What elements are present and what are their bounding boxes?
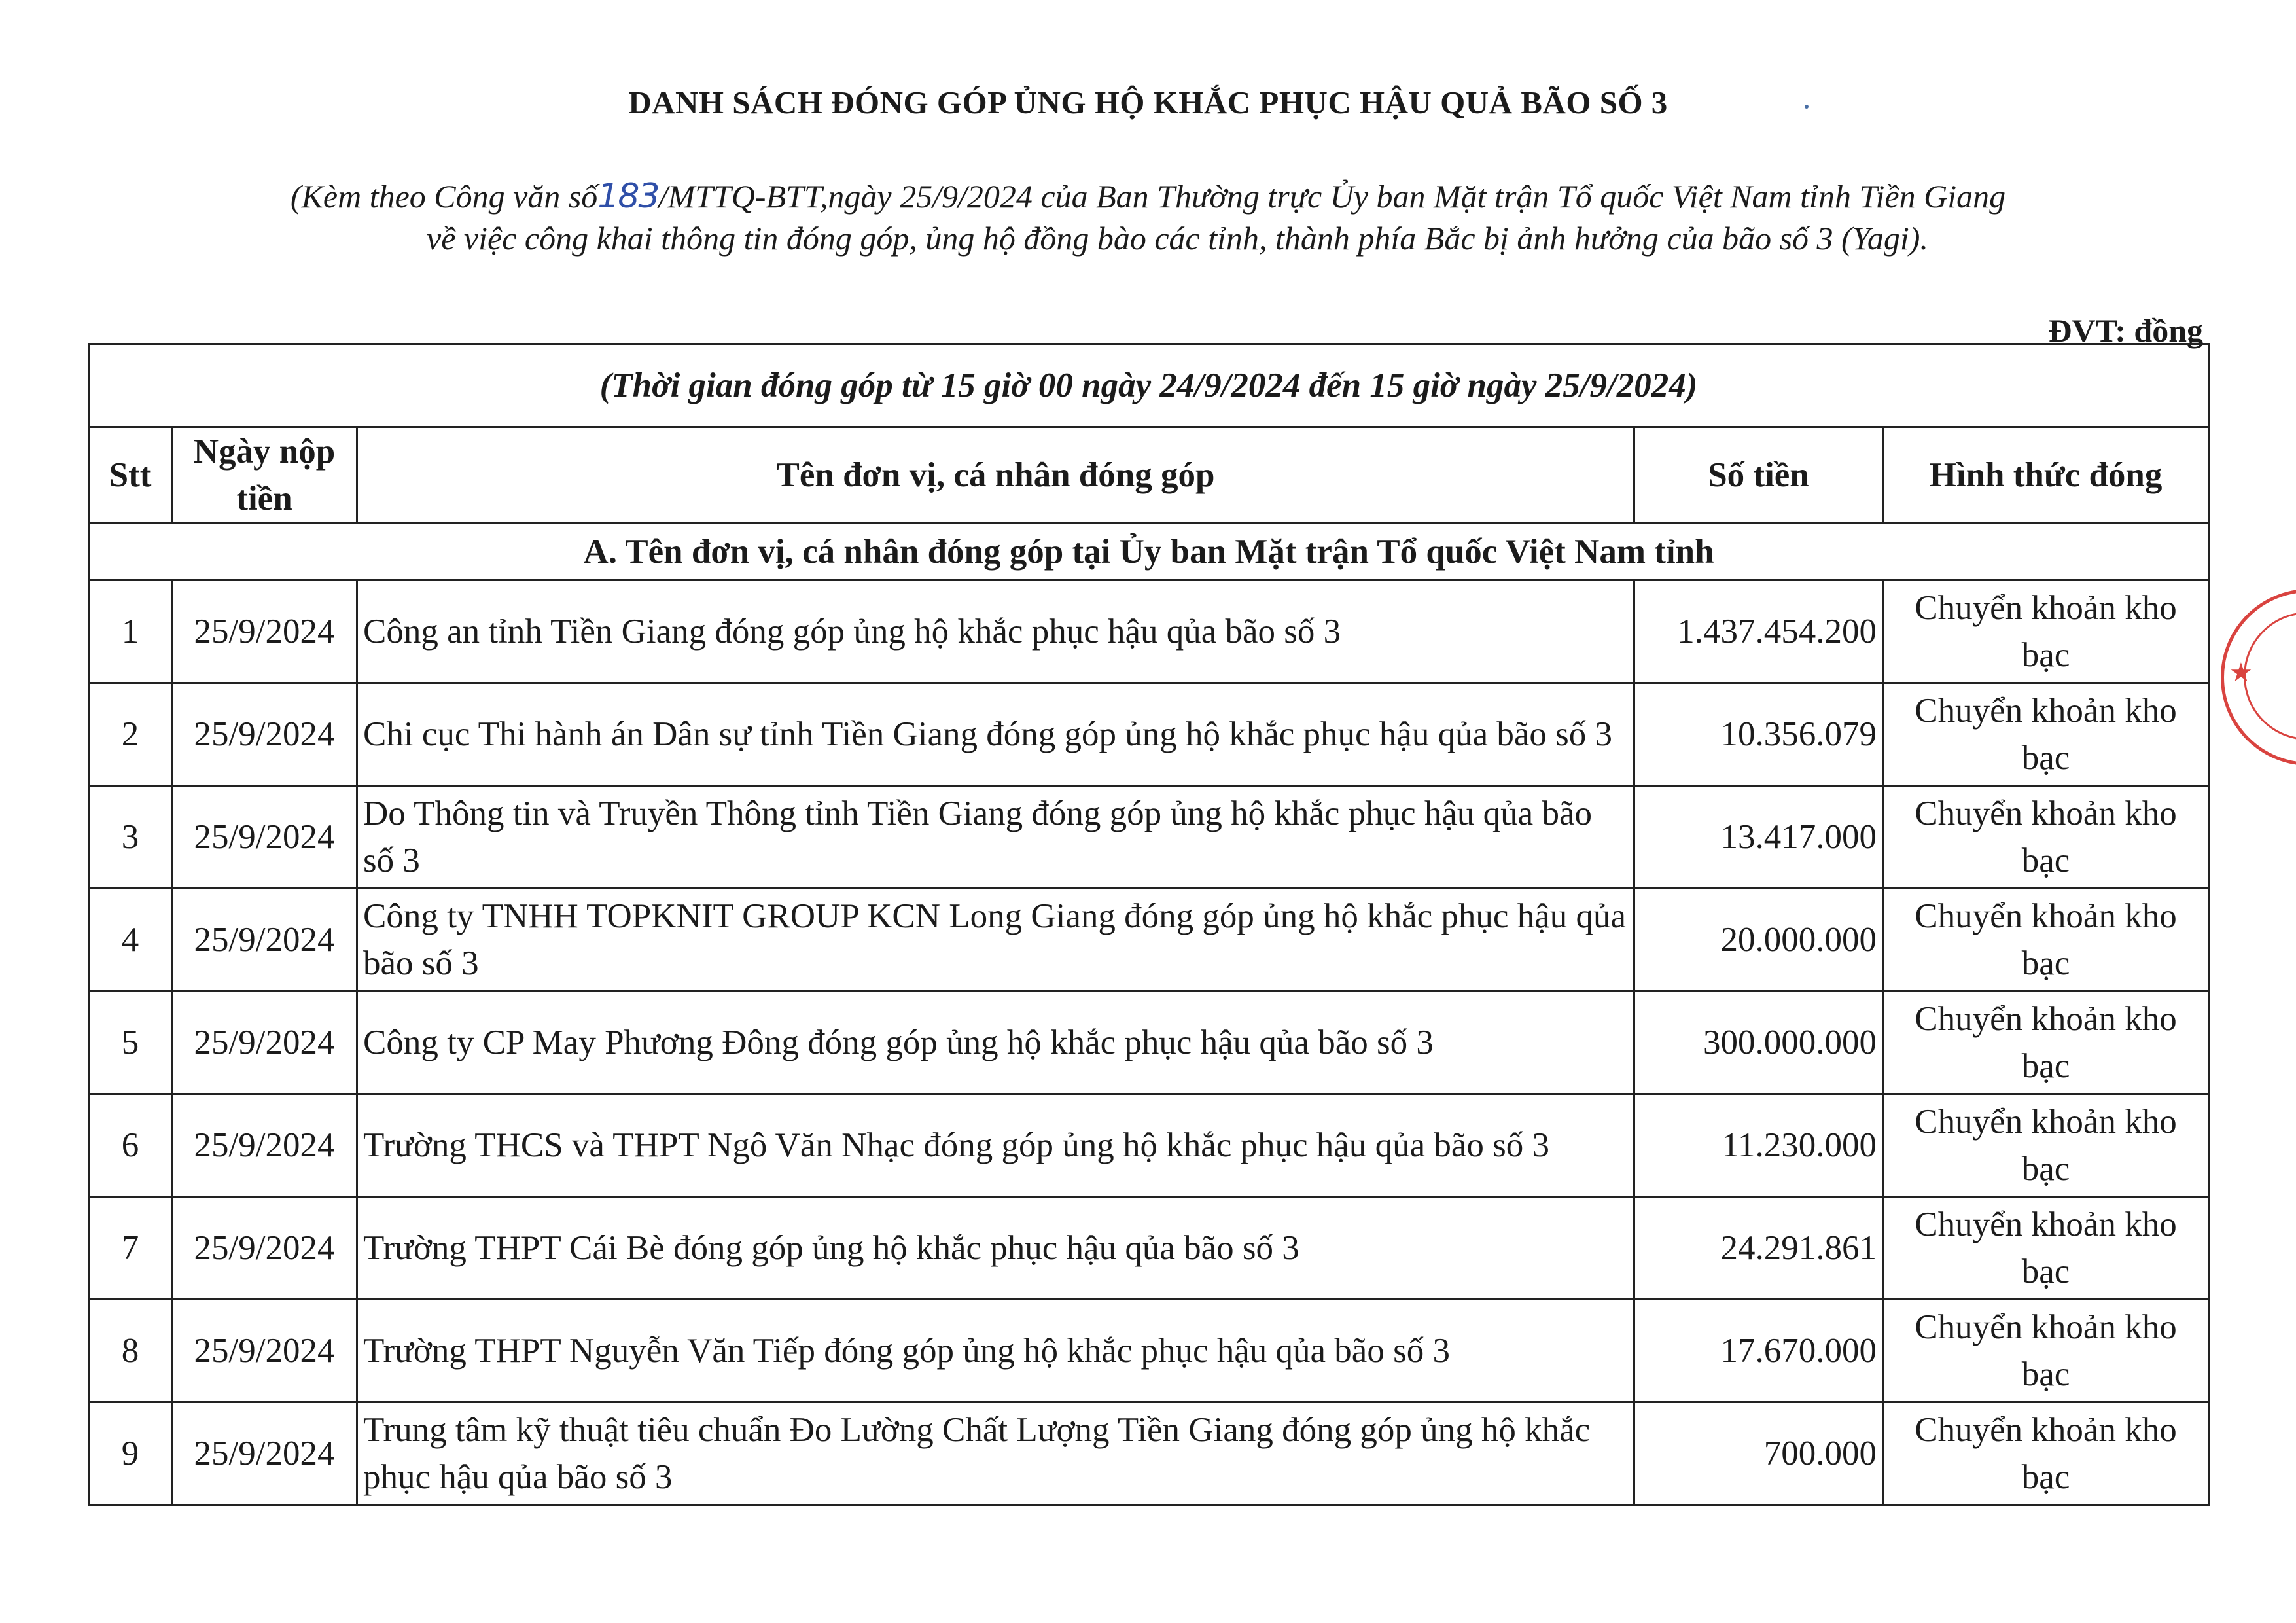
subtitle-part-1: (Kèm theo Công văn số [290, 178, 598, 215]
header-row [89, 427, 2209, 524]
table-row [89, 1197, 2209, 1300]
document-title: DANH SÁCH ĐÓNG GÓP ỦNG HỘ KHẮC PHỤC HẬU QUẢ BÃO SỐ 3 [628, 84, 1668, 120]
cell-stt: 1 [89, 580, 172, 683]
cell-name: Trường THCS và THPT Ngô Văn Nhạc đóng góp ủng hộ khắc phục hậu qủa bão số 3 [357, 1094, 1634, 1197]
cell-amount: 24.291.861 [1634, 1197, 1883, 1300]
cell-stt: 4 [89, 889, 172, 991]
cell-date: 25/9/2024 [172, 786, 357, 889]
section-a-row [89, 524, 2209, 580]
cell-name: Công ty TNHH TOPKNIT GROUP KCN Long Giang đóng góp ủng hộ khắc phục hậu qủa bão số 3 [357, 889, 1634, 991]
cell-amount: 13.417.000 [1634, 786, 1883, 889]
cell-stt: 5 [89, 991, 172, 1094]
donation-table [88, 343, 2210, 1506]
cell-form: Chuyển khoản kho bạc [1883, 889, 2209, 991]
cell-date: 25/9/2024 [172, 1402, 357, 1505]
cell-name: Công ty CP May Phương Đông đóng góp ủng hộ khắc phục hậu qủa bão số 3 [357, 991, 1634, 1094]
cell-date: 25/9/2024 [172, 991, 357, 1094]
cell-date: 25/9/2024 [172, 889, 357, 991]
header-name: Tên đơn vị, cá nhân đóng góp [357, 427, 1634, 524]
cell-stt: 6 [89, 1094, 172, 1197]
handwritten-number: 183 [597, 177, 659, 216]
period-row [89, 344, 2209, 427]
cell-amount: 20.000.000 [1634, 889, 1883, 991]
unit-label: ĐVT: đồng [2048, 312, 2203, 349]
cell-form: Chuyển khoản kho bạc [1883, 1402, 2209, 1505]
cell-stt: 7 [89, 1197, 172, 1300]
cell-date: 25/9/2024 [172, 1197, 357, 1300]
cell-stt: 2 [89, 683, 172, 786]
cell-form: Chuyển khoản kho bạc [1883, 786, 2209, 889]
cell-date: 25/9/2024 [172, 683, 357, 786]
table-row [89, 1402, 2209, 1505]
cell-amount: 11.230.000 [1634, 1094, 1883, 1197]
table-row [89, 580, 2209, 683]
cell-name: Do Thông tin và Truyền Thông tỉnh Tiền Giang đóng góp ủng hộ khắc phục hậu qủa bão số 3 [357, 786, 1634, 889]
header-stt: Stt [89, 427, 172, 524]
header-form: Hình thức đóng [1883, 427, 2209, 524]
period-cell: (Thời gian đóng góp từ 15 giờ 00 ngày 24/9/2024 đến 15 giờ ngày 25/9/2024) [89, 344, 2209, 427]
cell-amount: 300.000.000 [1634, 991, 1883, 1094]
table-row [89, 1300, 2209, 1402]
table-row [89, 683, 2209, 786]
table-row [89, 889, 2209, 991]
header-amount: Số tiền [1634, 427, 1883, 524]
table-row [89, 1094, 2209, 1197]
document-subtitle [0, 175, 2296, 259]
seal-star-icon: ★ [2229, 658, 2253, 688]
stray-dot [1805, 105, 1809, 109]
subtitle-line-1 [0, 175, 2296, 217]
cell-stt: 8 [89, 1300, 172, 1402]
cell-form: Chuyển khoản kho bạc [1883, 580, 2209, 683]
subtitle-part-2: /MTTQ-BTT,ngày 25/9/2024 của Ban Thường trực Ủy ban Mặt trận Tổ quốc Việt Nam tỉnh Tiền Giang [658, 178, 2006, 215]
cell-date: 25/9/2024 [172, 1300, 357, 1402]
cell-amount: 17.670.000 [1634, 1300, 1883, 1402]
section-a-cell: A. Tên đơn vị, cá nhân đóng góp tại Ủy ban Mặt trận Tổ quốc Việt Nam tỉnh [89, 524, 2209, 580]
cell-name: Chi cục Thi hành án Dân sự tỉnh Tiền Giang đóng góp ủng hộ khắc phục hậu qủa bão số 3 [357, 683, 1634, 786]
subtitle-line-2: về việc công khai thông tin đóng góp, ủng hộ đồng bào các tỉnh, thành phía Bắc bị ảnh hưởng của bão số 3 (Yagi). [427, 220, 1928, 257]
cell-name: Trung tâm kỹ thuật tiêu chuẩn Đo Lường Chất Lượng Tiền Giang đóng góp ủng hộ khắc phục hậu qủa bão số 3 [357, 1402, 1634, 1505]
table-row [89, 991, 2209, 1094]
cell-stt: 3 [89, 786, 172, 889]
cell-date: 25/9/2024 [172, 580, 357, 683]
cell-stt: 9 [89, 1402, 172, 1505]
cell-form: Chuyển khoản kho bạc [1883, 683, 2209, 786]
cell-form: Chuyển khoản kho bạc [1883, 991, 2209, 1094]
cell-name: Trường THPT Cái Bè đóng góp ủng hộ khắc phục hậu qủa bão số 3 [357, 1197, 1634, 1300]
cell-amount: 10.356.079 [1634, 683, 1883, 786]
table-row [89, 786, 2209, 889]
cell-amount: 1.437.454.200 [1634, 580, 1883, 683]
cell-amount: 700.000 [1634, 1402, 1883, 1505]
header-date: Ngày nộp tiền [172, 427, 357, 524]
cell-form: Chuyển khoản kho bạc [1883, 1300, 2209, 1402]
cell-form: Chuyển khoản kho bạc [1883, 1094, 2209, 1197]
official-seal [2221, 589, 2296, 766]
cell-date: 25/9/2024 [172, 1094, 357, 1197]
cell-name: Công an tỉnh Tiền Giang đóng góp ủng hộ khắc phục hậu qủa bão số 3 [357, 580, 1634, 683]
cell-name: Trường THPT Nguyễn Văn Tiếp đóng góp ủng hộ khắc phục hậu qủa bão số 3 [357, 1300, 1634, 1402]
cell-form: Chuyển khoản kho bạc [1883, 1197, 2209, 1300]
